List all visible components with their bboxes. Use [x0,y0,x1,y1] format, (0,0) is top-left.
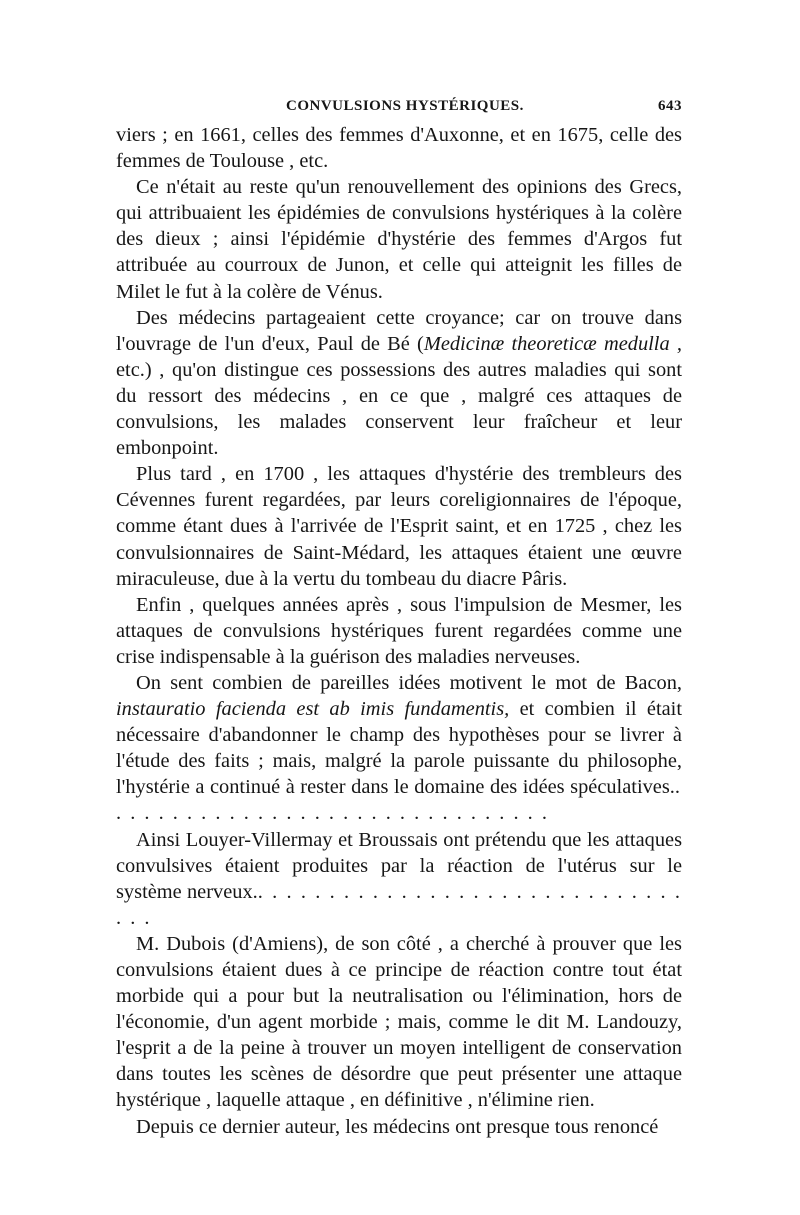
paragraph-9 [116,1114,682,1140]
paragraph-1-text: viers ; en 1661, celles des femmes d'Auxonne, et en 1675, celle des femmes de Toulouse , etc. [116,124,682,173]
paragraph-6-text-before: On sent combien de pareilles idées motivent le mot de Bacon, [136,671,682,694]
paragraph-3 [116,305,682,462]
paragraph-2-text: Ce n'était au reste qu'un renouvellement des opinions des Grecs, qui attribuaient les épidémies de convulsions hystériques à la colère des dieux ; ainsi l'épidémie d'hystérie des femmes d'Argos fut attribuée au courroux de Junon, et celle qui atteignit les filles de Milet le fut à la colère de Vénus. [116,176,682,303]
paragraph-7 [116,827,682,931]
book-page [116,92,682,1140]
paragraph-2 [116,174,682,304]
paragraph-4-text: Plus tard , en 1700 , les attaques d'hystérie des trembleurs des Cévennes furent regardées, par leurs coreligionnaires de l'époque, comme étant dues à l'arrivée de l'Esprit saint, et en 1725 , chez les convulsionnaires de Saint-Médard, les attaques étaient une œuvre miraculeuse, due à la vertu du tombeau du diacre Pâris. [116,463,682,590]
paragraph-3-text-before: Des médecins partageaient cette croyance; car on trouve dans l'ouvrage de l'un d'eux, Paul de Bé ( [116,306,682,355]
paragraph-7-dots: . . . . . . . . . . . . . . . . . . . . . . . . . . . . . . . . . [116,880,682,929]
paragraph-4 [116,461,682,591]
paragraph-3-italic-title: Medicinæ theoreticæ medulla , [423,332,682,355]
paragraph-9-text: Depuis ce dernier auteur, les médecins ont presque tous renoncé [136,1115,659,1138]
running-title: CONVULSIONS HYSTÉRIQUES. [286,98,524,114]
paragraph-6-text-after: et combien il était nécessaire d'abandonner le champ des hypothèses pour se livrer à l'étude des faits ; mais, malgré la parole puissante du philosophe, l'hystérie a continué à rester dans le domaine des idées spéculatives. [116,698,682,799]
paragraph-6-dots: . . . . . . . . . . . . . . . . . . . . . . . . . . . . . . . . [116,776,682,825]
paragraph-8-text: M. Dubois (d'Amiens), de son côté , a cherché à prouver que les convulsions étaient dues à ce principe de réaction contre tout état morbide qui a pour but la neutralisation ou l'élimination, hors de l'économie, d'un agent morbide ; mais, comme le dit M. Landouzy, l'esprit a de la peine à trouver un moyen intelligent de conservation dans toutes les scènes de désordre que peut présenter une attaque hystérique , laquelle attaque , en définitive , n'élimine rien. [116,932,682,1112]
paragraph-7-text: Ainsi Louyer-Villermay et Broussais ont prétendu que les attaques convulsives étaient produites par la réaction de l'utérus sur le système nerveux. [116,828,682,903]
paragraph-1 [116,122,682,174]
paragraph-5 [116,592,682,670]
body-text [116,122,682,1140]
paragraph-5-text: Enfin , quelques années après , sous l'impulsion de Mesmer, les attaques de convulsions hystériques furent regardées comme une crise indispensable à la guérison des maladies nerveuses. [116,593,682,668]
paragraph-6-italic-quote: instauratio facienda est ab imis fundamentis, [116,698,510,721]
paragraph-6 [116,670,682,827]
running-head [116,92,682,122]
paragraph-8 [116,931,682,1114]
paragraph-3-text-after: etc.) , qu'on distingue ces possessions des autres maladies qui sont du ressort des médecins , en ce que , malgré ces attaques de convulsions, les malades conservent leur fraîcheur et leur embonpoint. [116,358,682,460]
page-number: 643 [658,98,682,114]
